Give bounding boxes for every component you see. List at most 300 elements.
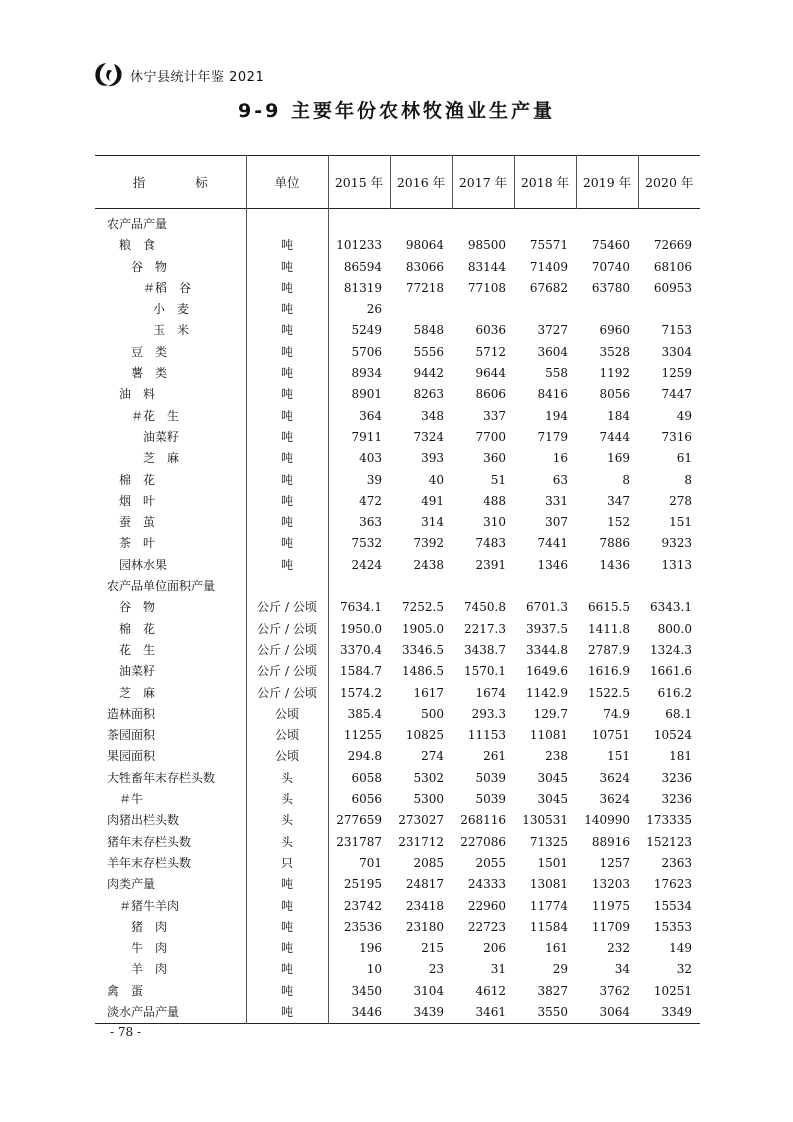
row-value: 232 [607,941,630,956]
row-value [328,576,390,597]
row-unit: 公斤 / 公顷 [246,619,328,640]
column-header-unit: 单位 [246,156,328,209]
row-unit: 吨 [246,938,328,959]
row-indicator: 棉 花 [119,621,156,636]
row-value: 1411.8 [588,621,630,636]
row-value: 5706 [351,344,382,359]
row-value: 77218 [405,280,444,295]
row-value: 206 [483,941,506,956]
row-indicator: 肉猪出栏头数 [107,813,180,828]
row-value [328,209,390,236]
table-row [95,1002,700,1024]
row-value: 98500 [467,238,506,253]
row-value: 231787 [336,834,382,849]
table-row [95,896,700,917]
row-value: 8606 [475,387,506,402]
row-value: 39 [366,472,382,487]
row-value: 800.0 [657,621,692,636]
row-value: 393 [421,451,444,466]
row-value: 22723 [467,919,506,934]
row-value: 307 [545,515,568,530]
row-value: 23536 [343,919,382,934]
row-value: 11975 [591,898,630,913]
row-unit: 吨 [246,299,328,320]
row-value: 130531 [522,813,568,828]
row-value: 3349 [661,1004,692,1019]
row-value: 5039 [475,770,506,785]
table-row [95,917,700,938]
row-indicator: 油菜籽 [119,664,156,679]
row-indicator: 羊 肉 [131,962,168,977]
row-value: 23180 [405,919,444,934]
row-value: 7911 [351,429,382,444]
row-value [452,576,514,597]
book-title: 休宁县统计年鉴 2021 [130,69,265,85]
row-value: 7532 [351,536,382,551]
row-value: 83144 [467,259,506,274]
row-value: 5848 [413,323,444,338]
row-value: 8934 [351,366,382,381]
row-unit [246,209,328,236]
row-value [638,299,700,320]
table-row [95,342,700,363]
row-value: 364 [359,408,382,423]
column-header-year: 2018 年 [514,156,576,209]
row-value: 7179 [537,429,568,444]
table-row [95,427,700,448]
row-unit: 头 [246,810,328,831]
table-row [95,725,700,746]
row-unit: 吨 [246,363,328,384]
row-indicator: ＃猪牛羊肉 [119,898,180,913]
row-value: 6058 [351,770,382,785]
row-value: 1324.3 [650,642,692,657]
row-value: 9442 [413,366,444,381]
row-value: 7316 [661,429,692,444]
row-value: 129.7 [533,706,568,721]
row-unit: 吨 [246,917,328,938]
row-value: 169 [607,451,630,466]
row-value: 1617 [413,685,444,700]
row-indicator: 禽 蛋 [107,983,144,998]
row-value: 310 [483,515,506,530]
row-indicator: 猪 肉 [131,919,168,934]
row-value: 3446 [351,1004,382,1019]
row-value: 1616.9 [588,664,630,679]
row-value: 7444 [599,429,630,444]
row-value: 11255 [343,728,382,743]
row-value: 10524 [653,728,692,743]
row-value: 26 [366,302,382,317]
row-value: 227086 [460,834,506,849]
column-header-year: 2015 年 [328,156,390,209]
row-value: 1674 [475,685,506,700]
row-value: 7252.5 [402,600,444,615]
row-indicator: ＃稻 谷 [143,280,192,295]
row-value: 1257 [599,855,630,870]
row-value: 8 [622,472,630,487]
row-value [514,299,576,320]
row-value: 49 [676,408,692,423]
row-value: 293.3 [471,706,506,721]
row-value: 151 [669,515,692,530]
row-unit: 吨 [246,406,328,427]
row-value [452,299,514,320]
row-value: 3346.5 [402,642,444,657]
row-indicator: 花 生 [119,642,156,657]
row-value: 314 [421,515,444,530]
row-unit: 头 [246,789,328,810]
row-value: 10751 [591,728,630,743]
row-value: 7634.1 [340,600,382,615]
row-value: 3450 [351,983,382,998]
row-unit: 头 [246,768,328,789]
row-value: 7700 [475,429,506,444]
row-value: 5039 [475,792,506,807]
row-unit: 吨 [246,555,328,576]
table-header [95,156,700,209]
row-value: 3439 [413,1004,444,1019]
row-value [638,209,700,236]
column-header-year: 2016 年 [390,156,452,209]
row-value: 10251 [653,983,692,998]
row-value: 2085 [413,855,444,870]
row-value: 70740 [591,259,630,274]
table-row [95,278,700,299]
row-value: 3064 [599,1004,630,1019]
row-value: 194 [545,408,568,423]
table-row [95,470,700,491]
row-value: 1486.5 [402,664,444,679]
row-indicator: ＃牛 [119,792,144,807]
table-row [95,512,700,533]
row-indicator: 园林水果 [119,557,168,572]
table-row [95,491,700,512]
row-value: 7392 [413,536,444,551]
row-unit: 只 [246,853,328,874]
row-value: 7483 [475,536,506,551]
row-value: 2424 [351,557,382,572]
row-unit: 吨 [246,896,328,917]
row-value: 75460 [591,238,630,253]
table-title: 9-9 主要年份农林牧渔业生产量 [238,100,555,122]
row-value: 77108 [467,280,506,295]
row-unit: 公顷 [246,746,328,767]
row-value: 488 [483,493,506,508]
row-value: 11774 [529,898,568,913]
row-value: 31 [490,962,506,977]
row-value: 701 [359,855,382,870]
row-value: 17623 [653,877,692,892]
row-value: 6615.5 [588,600,630,615]
row-value [390,209,452,236]
row-value: 152 [607,515,630,530]
row-value: 60953 [653,280,692,295]
statistics-table [95,155,700,1024]
row-value: 68.1 [665,706,692,721]
row-value: 4612 [475,983,506,998]
row-indicator: 芝 麻 [119,685,156,700]
table-row [95,981,700,1002]
row-value: 274 [421,749,444,764]
row-value: 181 [669,749,692,764]
row-indicator: 薯 类 [131,366,168,381]
row-value: 81319 [343,280,382,295]
row-value: 161 [545,941,568,956]
row-value: 500 [421,706,444,721]
row-value: 3045 [537,792,568,807]
row-indicator: 茶园面积 [107,728,156,743]
row-value: 16 [552,451,568,466]
row-value: 2217.3 [464,621,506,636]
row-value [390,576,452,597]
row-value: 261 [483,749,506,764]
row-value: 7450.8 [464,600,506,615]
row-value: 63780 [591,280,630,295]
row-value: 149 [669,941,692,956]
row-unit: 吨 [246,448,328,469]
row-value: 6343.1 [650,600,692,615]
row-unit: 公斤 / 公顷 [246,597,328,618]
row-value: 8263 [413,387,444,402]
table-row [95,235,700,256]
table-row [95,257,700,278]
row-value: 238 [545,749,568,764]
column-header-indicator: 指 标 [132,175,208,190]
row-value: 40 [428,472,444,487]
row-value: 385.4 [347,706,382,721]
row-value: 83066 [405,259,444,274]
column-header-year: 2019 年 [576,156,638,209]
row-value [390,299,452,320]
row-unit: 吨 [246,235,328,256]
table-row [95,363,700,384]
row-value: 1649.6 [526,664,568,679]
table-row [95,746,700,767]
row-value: 140990 [584,813,630,828]
row-value: 1661.6 [650,664,692,679]
row-value: 25195 [343,877,382,892]
row-unit: 吨 [246,257,328,278]
row-value: 3304 [661,344,692,359]
row-value: 51 [490,472,506,487]
row-value: 1192 [599,366,630,381]
row-value: 98064 [405,238,444,253]
row-indicator: 牛 肉 [131,941,168,956]
table-row [95,406,700,427]
row-unit: 公斤 / 公顷 [246,640,328,661]
column-header-year: 2020 年 [638,156,700,209]
row-indicator: 棉 花 [119,472,156,487]
row-value [576,209,638,236]
row-value: 2055 [475,855,506,870]
row-value: 1522.5 [588,685,630,700]
row-value: 1313 [661,557,692,572]
row-value: 86594 [343,259,382,274]
row-value: 273027 [398,813,444,828]
table-row [95,299,700,320]
row-indicator: 谷 物 [131,259,168,274]
row-value: 616.2 [657,685,692,700]
row-value: 360 [483,451,506,466]
table-row [95,448,700,469]
row-value: 8056 [599,387,630,402]
row-indicator: 谷 物 [119,600,156,615]
row-unit: 头 [246,832,328,853]
row-indicator: 茶 叶 [119,536,156,551]
row-value: 3461 [475,1004,506,1019]
row-value: 67682 [529,280,568,295]
row-value: 6701.3 [526,600,568,615]
page-header [92,60,264,90]
row-indicator: ＃花 生 [131,408,180,423]
row-value: 3236 [661,792,692,807]
row-indicator: 果园面积 [107,749,156,764]
row-value: 24817 [405,877,444,892]
row-value: 10 [366,962,382,977]
row-indicator: 玉 米 [153,323,190,338]
row-value: 294.8 [347,749,382,764]
row-unit: 吨 [246,342,328,363]
row-value: 15534 [653,898,692,913]
row-value: 23 [428,962,444,977]
header-row [95,156,700,209]
row-value: 7886 [599,536,630,551]
production-table [95,155,700,1024]
row-value: 8 [684,472,692,487]
row-value: 10825 [405,728,444,743]
row-value: 347 [607,493,630,508]
row-indicator: 小 麦 [153,302,190,317]
row-value: 3604 [537,344,568,359]
row-indicator: 油菜籽 [143,429,180,444]
row-value: 348 [421,408,444,423]
row-unit: 公顷 [246,704,328,725]
row-unit: 吨 [246,512,328,533]
row-value: 363 [359,515,382,530]
row-value: 5556 [413,344,444,359]
row-unit: 公斤 / 公顷 [246,683,328,704]
table-row [95,832,700,853]
row-value [514,209,576,236]
row-value: 277659 [336,813,382,828]
table-row [95,789,700,810]
row-unit [246,576,328,597]
row-value: 1259 [661,366,692,381]
yearbook-logo-icon [92,60,126,90]
row-value: 24333 [467,877,506,892]
table-row [95,209,700,236]
row-value: 22960 [467,898,506,913]
row-value [576,299,638,320]
row-value [638,576,700,597]
row-indicator: 粮 食 [119,238,156,253]
row-unit: 吨 [246,959,328,980]
row-unit: 吨 [246,384,328,405]
row-value: 3344.8 [526,642,568,657]
table-row [95,810,700,831]
row-value: 278 [669,493,692,508]
row-value: 72669 [653,238,692,253]
row-value: 337 [483,408,506,423]
row-value: 3762 [599,983,630,998]
table-row [95,533,700,554]
row-value: 1436 [599,557,630,572]
table-row [95,938,700,959]
row-value: 3624 [599,770,630,785]
row-value: 3727 [537,323,568,338]
row-value: 2438 [413,557,444,572]
row-value: 6056 [351,792,382,807]
row-unit: 公斤 / 公顷 [246,661,328,682]
row-value: 3528 [599,344,630,359]
row-value: 268116 [460,813,506,828]
row-value: 1905.0 [402,621,444,636]
table-row [95,683,700,704]
table-row [95,874,700,895]
row-value: 403 [359,451,382,466]
row-indicator: 造林面积 [107,706,156,721]
row-value: 88916 [591,834,630,849]
row-value: 7447 [661,387,692,402]
row-value: 61 [676,451,692,466]
row-value: 1501 [537,855,568,870]
row-unit: 吨 [246,427,328,448]
row-value: 32 [676,962,692,977]
row-value: 23742 [343,898,382,913]
row-value: 2391 [475,557,506,572]
row-unit: 吨 [246,470,328,491]
row-value: 11584 [529,919,568,934]
row-value: 9644 [475,366,506,381]
table-row [95,853,700,874]
row-value: 5712 [475,344,506,359]
row-value: 11153 [467,728,506,743]
row-unit: 吨 [246,874,328,895]
row-value: 11081 [529,728,568,743]
row-value: 3370.4 [340,642,382,657]
row-value: 1570.1 [464,664,506,679]
row-indicator: 芝 麻 [143,451,180,466]
row-value: 5249 [351,323,382,338]
row-value: 151 [607,749,630,764]
row-value: 558 [545,366,568,381]
row-value: 29 [552,962,568,977]
row-indicator: 油 料 [119,387,156,402]
row-value: 3438.7 [464,642,506,657]
row-indicator: 烟 叶 [119,493,156,508]
row-unit: 吨 [246,1002,328,1024]
row-value [452,209,514,236]
row-indicator: 猪年末存栏头数 [107,834,192,849]
row-value: 173335 [646,813,692,828]
table-body [95,209,700,1024]
row-value: 3550 [537,1004,568,1019]
table-row [95,959,700,980]
row-unit: 吨 [246,320,328,341]
row-value: 1584.7 [340,664,382,679]
row-value: 152123 [646,834,692,849]
table-row [95,640,700,661]
row-value: 331 [545,493,568,508]
row-unit: 吨 [246,491,328,512]
row-indicator: 淡水产品产量 [107,1004,180,1019]
row-value [576,576,638,597]
row-value: 3104 [413,983,444,998]
row-value: 3236 [661,770,692,785]
row-value: 68106 [653,259,692,274]
row-value: 3827 [537,983,568,998]
